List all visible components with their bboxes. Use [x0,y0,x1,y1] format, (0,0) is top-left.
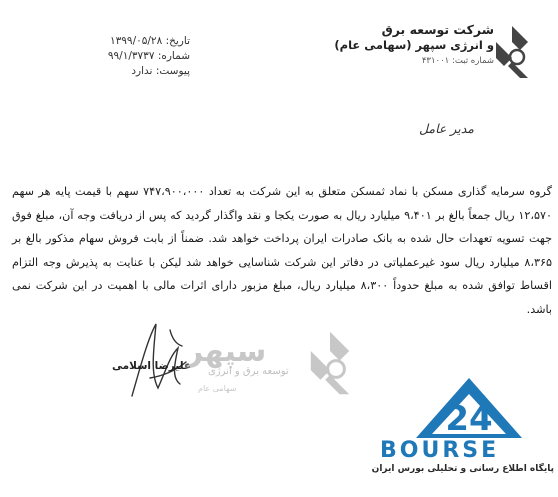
company-block [334,22,494,66]
company-name-line2: و انرژی سپهر (سهامی عام) [334,38,494,52]
sepehr-logo-icon [492,24,532,80]
number-row [30,49,190,64]
company-registration: شماره ثبت: ۴۳۱۰۰۱ [421,56,494,66]
stamp-line1: توسعه برق و انرژی [208,366,289,377]
letter-metadata [30,34,190,79]
salutation: مدیر عامل [418,121,474,136]
letter-body: گروه سرمایه گذاری مسکن با نماد ثمسکن متعلق به این شرکت به تعداد ۷۴۷،۹۰۰،۰۰۰ سهم با قیمت پایه هر سهم ۱۲،۵۷۰ ریال جمعاً بالغ بر ۹،۴۰۱ میلیارد ریال به صورت یکجا و نقد واگذار گردید که پس از دریافت وجه آن، مبلغ فوق جهت تسویه تعهدات حال شده به بانک صادرات ایران پرداخت خواهد شد. ضمناً از بابت فروش سهام مذکور بالغ بر ۸،۳۶۵ میلیارد ریال سود غیرعملیاتی در دفاتر این شرکت شناسایی خواهد شد لیکن با عنایت به پذیرش وجه التزام اقساط توافق شده به مبلغ حدوداً ۸،۳۰۰ میلیارد ریال، مبلغ مزبور دارای اثرات مالی با اهمیت در این شرکت نمی باشد. [12,185,553,316]
stamp-word: سپهر [186,334,267,369]
bourse-triangle-icon [414,376,524,440]
number-label: شماره: [157,50,190,62]
stamp-logo-icon [306,328,354,398]
date-row [30,34,190,49]
stamp-line2: سهامی عام [198,384,237,393]
bourse-caption: پایگاه اطلاع رسانی و تحلیلی بورس ایران [371,464,554,474]
company-name-line1: شرکت توسعه برق [381,22,494,37]
date-value: ۱۳۹۹/۰۵/۲۸ [110,35,163,47]
signer-name: علیرضا اسلامی [112,360,192,372]
bourse-logo-number: 24 [445,399,493,439]
number-value: ۹۹/۱/۳۷۳۷ [107,50,155,62]
attachment-row [30,64,190,79]
bourse-logo [371,376,554,488]
attachment-value: ندارد [131,65,153,77]
bourse-wordmark: BOURSE [380,438,500,463]
company-stamp [178,322,358,412]
date-label: تاریخ: [165,35,190,47]
attachment-label: پیوست: [155,65,190,77]
